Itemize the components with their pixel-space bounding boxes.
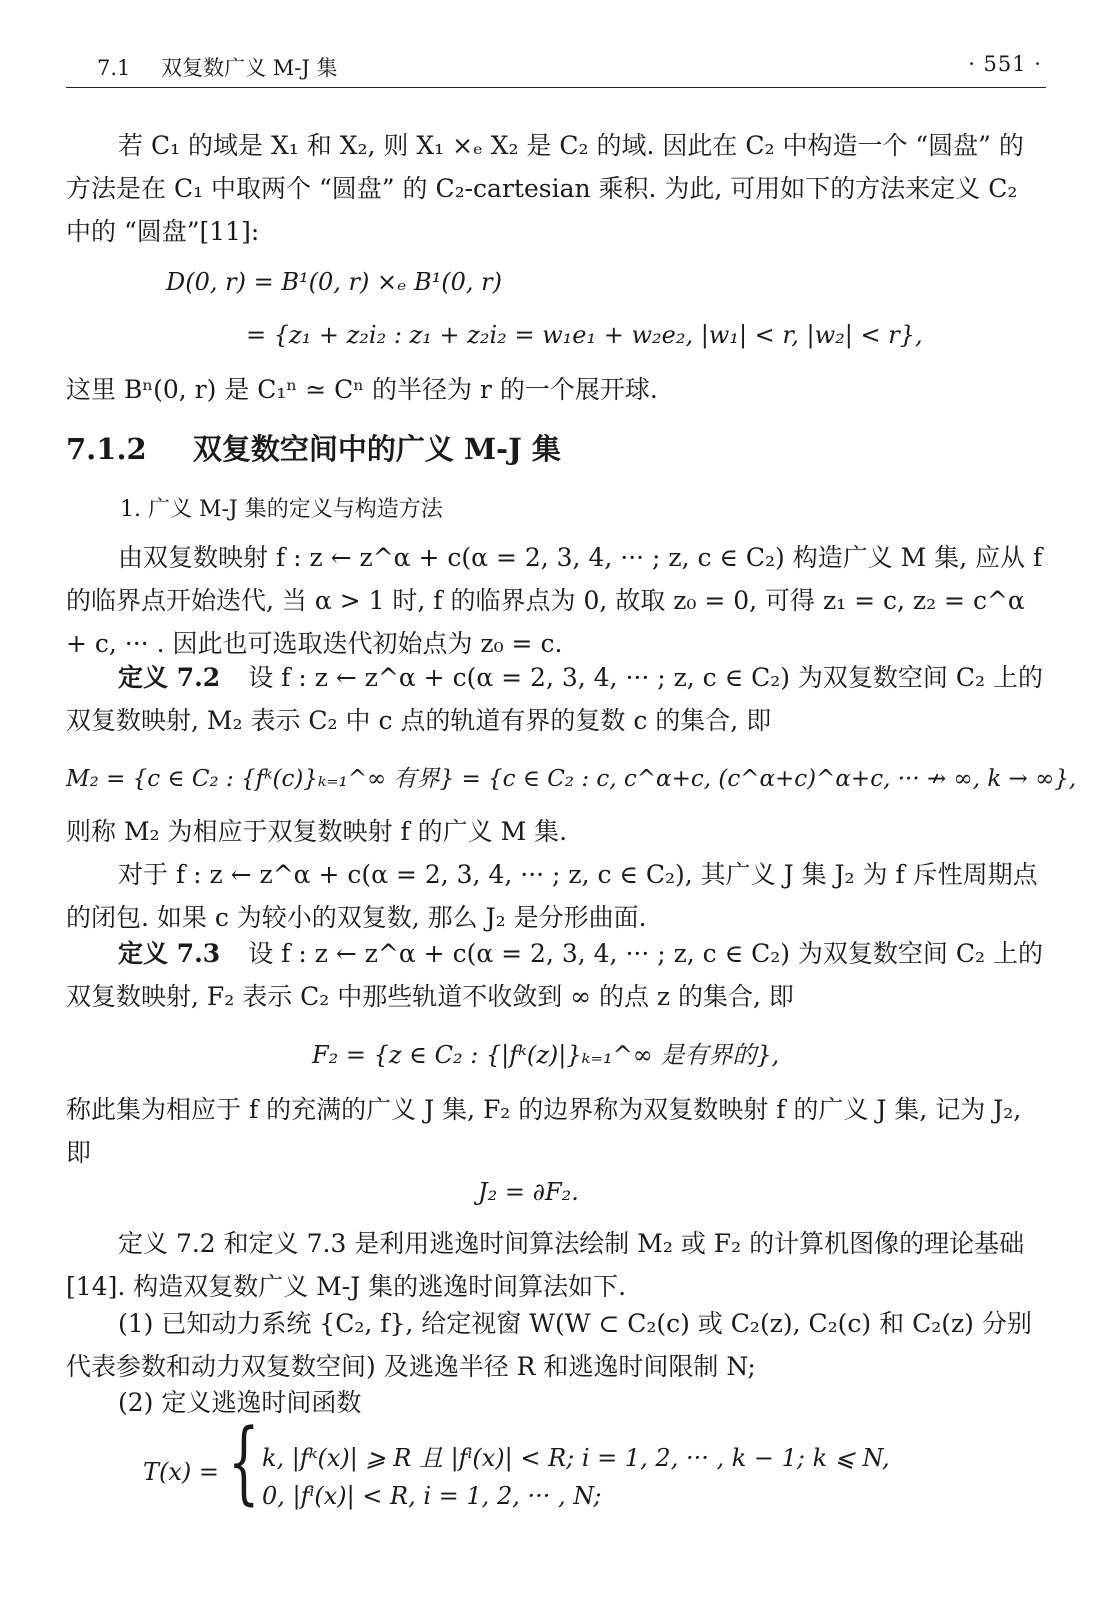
paragraph-text: 若 C₁ 的域是 X₁ 和 X₂, 则 X₁ ×ₑ X₂ 是 C₂ 的域. 因此在 C₂ 中构造一个 “圆盘” 的方法是在 C₁ 中取两个 “圆盘” 的 C₂-cartesian 乘积. 为此, 可用如下的方法来定义 C₂ 中的 “圆盘”[11]: — [66, 131, 1024, 246]
paragraph-text: 这里 Bⁿ(0, r) 是 C₁ⁿ ≃ Cⁿ 的半径为 r 的一个展开球. — [66, 375, 658, 404]
equation-disc-line2: = {z₁ + z₂i₂ : z₁ + z₂i₂ = w₁e₁ + w₂e₂, |w₁| < r, |w₂| < r}, — [246, 321, 923, 349]
definition-label: 定义 7.2 — [118, 663, 221, 692]
definition-label: 定义 7.3 — [118, 939, 221, 968]
paragraph-text: (2) 定义逃逸时间函数 — [118, 1388, 362, 1417]
section-number: 7.1.2 — [66, 432, 147, 466]
paragraph-text: 则称 M₂ 为相应于双复数映射 f 的广义 M 集. — [66, 817, 568, 846]
paragraph-text: 称此集为相应于 f 的充满的广义 J 集, F₂ 的边界称为双复数映射 f 的广义 J 集, 记为 J₂, 即 — [66, 1095, 1022, 1167]
left-brace: { — [228, 1410, 260, 1515]
paragraph-disc-intro — [66, 124, 1046, 253]
running-header — [97, 52, 337, 82]
section-title: 双复数空间中的广义 M-J 集 — [192, 432, 561, 466]
definition-7-2 — [66, 656, 1046, 742]
page-number: · 551 · — [968, 52, 1042, 76]
equation-escape-time-lhs: T(x) = — [143, 1458, 220, 1486]
equation-disc-line1: D(0, r) = B¹(0, r) ×ₑ B¹(0, r) — [166, 268, 502, 296]
equation-m2-definition: M₂ = {c ∈ C₂ : {fᵏ(c)}ₖ₌₁^∞ 有界} = {c ∈ C₂ : c, c^α+c, (c^α+c)^α+c, ··· ↛ ∞, k → ∞}, — [66, 766, 1077, 792]
paragraph-step-2 — [66, 1381, 1046, 1424]
paragraph-filled-j-set — [66, 1088, 1046, 1174]
equation-escape-time-case1: k, |fᵏ(x)| ⩾ R 且 |fⁱ(x)| < R; i = 1, 2, ··· , k − 1; k ⩽ N, — [262, 1444, 890, 1472]
equation-f2-definition: F₂ = {z ∈ C₂ : {|fᵏ(z)|}ₖ₌₁^∞ 是有界的}, — [312, 1041, 780, 1069]
paragraph-text: 定义 7.2 和定义 7.3 是利用逃逸时间算法绘制 M₂ 或 F₂ 的计算机图像的理论基础[14]. 构造双复数广义 M-J 集的逃逸时间算法如下. — [66, 1229, 1025, 1301]
definition-7-3 — [66, 932, 1046, 1018]
header-section-number: 7.1 — [97, 56, 131, 80]
paragraph-text: 由双复数映射 f : z ← z^α + c(α = 2, 3, 4, ··· ; z, c ∈ C₂) 构造广义 M 集, 应从 f 的临界点开始迭代, 当 α > 1 时, f 的临界点为 0, 故取 z₀ = 0, 可得 z₁ = c, z₂ = c^α + c, ··· . 因此也可选取迭代初始点为 z₀ = c. — [66, 543, 1043, 658]
paragraph-ball-note — [66, 368, 1046, 411]
definition-text: 设 f : z ← z^α + c(α = 2, 3, 4, ··· ; z, c ∈ C₂) 为双复数空间 C₂ 上的双复数映射, M₂ 表示 C₂ 中 c 点的轨道有界的复数 c 的集合, 即 — [66, 663, 1043, 735]
paragraph-step-1 — [66, 1302, 1046, 1388]
paragraph-text: 对于 f : z ← z^α + c(α = 2, 3, 4, ··· ; z, c ∈ C₂), 其广义 J 集 J₂ 为 f 斥性周期点的闭包. 如果 c 为较小的双复数, 那么 J₂ 是分形曲面. — [66, 860, 1038, 932]
paragraph-j-set — [66, 853, 1046, 939]
equation-j2-definition: J₂ = ∂F₂. — [478, 1178, 579, 1206]
paragraph-m-set — [66, 810, 1046, 853]
paragraph-text: (1) 已知动力系统 {C₂, f}, 给定视窗 W(W ⊂ C₂(c) 或 C₂(z), C₂(c) 和 C₂(z) 分别代表参数和动力双复数空间) 及逃逸半径 R 和逃逸时间限制 N; — [66, 1309, 1032, 1381]
section-heading — [66, 427, 561, 468]
header-rule — [66, 87, 1046, 88]
paragraph-escape-time — [66, 1222, 1046, 1308]
header-section-title: 双复数广义 M-J 集 — [161, 56, 338, 80]
equation-escape-time-case2: 0, |fⁱ(x)| < R, i = 1, 2, ··· , N; — [262, 1482, 602, 1510]
subsection-heading: 1. 广义 M-J 集的定义与构造方法 — [120, 497, 443, 522]
paragraph-iteration — [66, 536, 1046, 665]
definition-text: 设 f : z ← z^α + c(α = 2, 3, 4, ··· ; z, c ∈ C₂) 为双复数空间 C₂ 上的双复数映射, F₂ 表示 C₂ 中那些轨道不收敛到 ∞ 的点 z 的集合, 即 — [66, 939, 1043, 1011]
